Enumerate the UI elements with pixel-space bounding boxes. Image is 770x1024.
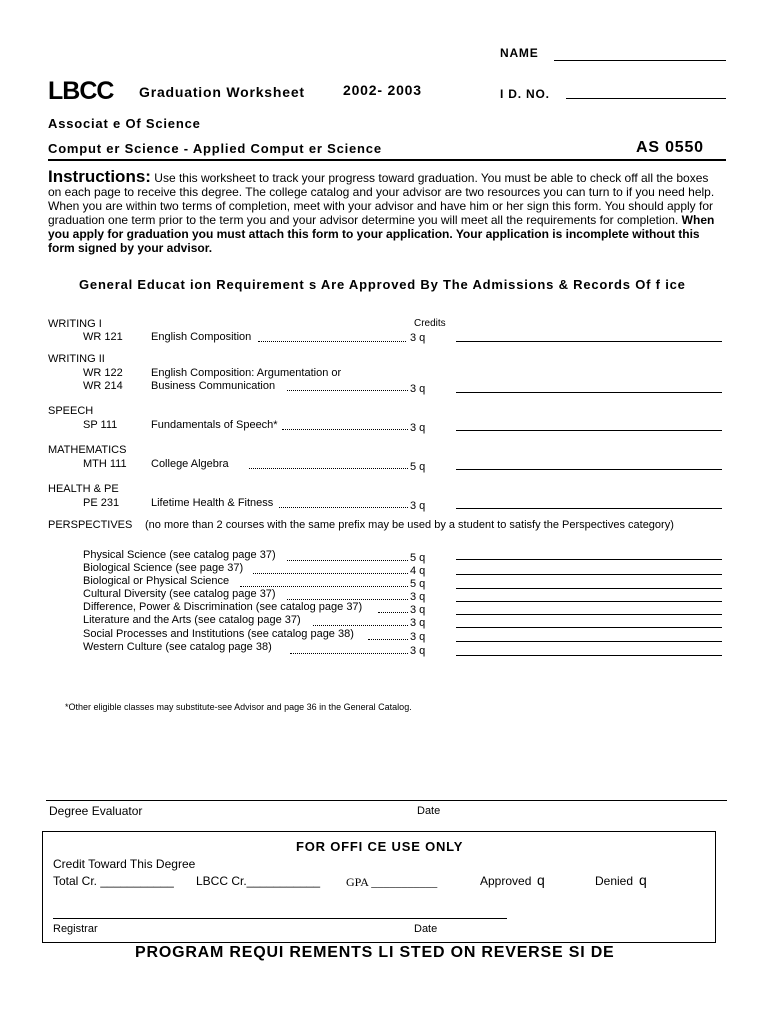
footer-note: PROGRAM REQUI REMENTS LI STED ON REVERSE SI DE [135, 944, 615, 961]
math-credits: 5 q [410, 461, 426, 473]
writing2-title: WRITING II [48, 353, 105, 365]
speech-entry-line[interactable] [456, 430, 722, 431]
perspective-entry-line[interactable] [456, 614, 722, 615]
perspective-entry-line[interactable] [456, 601, 722, 602]
health-credits: 3 q [410, 500, 426, 512]
perspective-credits: 3 q [410, 645, 426, 657]
perspective-credits: 3 q [410, 604, 426, 616]
approved-checkbox[interactable]: q [537, 872, 545, 888]
writing1-code: WR 121 [83, 331, 123, 343]
writing1-entry-line[interactable] [456, 341, 722, 342]
id-label: I D. NO. [500, 87, 550, 101]
perspective-label: Difference, Power & Discrimination (see catalog page 37) [83, 601, 363, 613]
perspective-entry-line[interactable] [456, 655, 722, 656]
instructions-body: Use this worksheet to track your progress toward graduation. You must be able to check off all the boxes on each page to receive this degree. The college catalog and your advisor are two resources you can turn to if you need help. When you are within two terms of completion, meet with your advisor and have him or her sign this form. You should apply for graduation one term prior to the term you and your advisor determine you will meet all the requirements for completion. [48, 171, 715, 227]
perspective-label: Western Culture (see catalog page 38) [83, 641, 272, 653]
writing1-credits: 3 q [410, 332, 426, 344]
health-title: HEALTH & PE [48, 483, 119, 495]
writing2-course2: Business Communication [151, 380, 276, 392]
perspectives-title: PERSPECTIVES [48, 519, 133, 531]
lbcc-credits-field[interactable]: LBCC Cr.___________ [196, 874, 321, 888]
math-code: MTH 111 [83, 458, 127, 470]
leader-dots [378, 612, 408, 613]
denied-checkbox[interactable]: q [639, 872, 647, 888]
gpa-field[interactable]: GPA ___________ [346, 875, 438, 889]
credit-toward-label: Credit Toward This Degree [53, 857, 196, 871]
speech-code: SP 111 [83, 419, 118, 431]
writing2-course1: English Composition: Argumentation or [151, 367, 342, 379]
perspective-label: Cultural Diversity (see catalog page 37) [83, 588, 276, 600]
registrar-date-label: Date [414, 923, 438, 935]
name-label: NAME [500, 46, 539, 60]
perspective-entry-line[interactable] [456, 574, 722, 575]
credits-header: Credits [414, 318, 446, 329]
approved-label: Approved [480, 874, 532, 888]
writing2-entry-line[interactable] [456, 392, 722, 393]
perspective-credits: 3 q [410, 631, 426, 643]
gen-ed-heading: General Educat ion Requirement s Are Approved By The Admissions & Records Of f ice [79, 277, 686, 292]
header-divider [48, 159, 726, 161]
name-field[interactable] [554, 60, 726, 61]
registrar-label: Registrar [53, 923, 98, 935]
perspective-label: Literature and the Arts (see catalog page 37) [83, 614, 301, 626]
total-credits-field[interactable]: Total Cr. ___________ [53, 874, 174, 888]
leader-dots [240, 586, 408, 587]
office-title: FOR OFFI CE USE ONLY [296, 839, 464, 854]
evaluator-date-label: Date [417, 805, 441, 817]
leader-dots [287, 599, 408, 600]
perspective-credits: 3 q [410, 617, 426, 629]
perspective-credits: 5 q [410, 578, 426, 590]
footnote: *Other eligible classes may substitute-see Advisor and page 36 in the General Catalog. [65, 702, 412, 712]
leader-dots [368, 639, 408, 640]
leader-dots [287, 390, 408, 391]
instructions-bold: When you apply for graduation you must attach this form to your application. Your application is incomplete without this form signed by your advisor. [48, 213, 715, 255]
evaluator-label: Degree Evaluator [49, 804, 143, 818]
id-field[interactable] [566, 98, 726, 99]
perspective-entry-line[interactable] [456, 588, 722, 589]
writing2-code1: WR 122 [83, 367, 123, 379]
writing1-course: English Composition [151, 331, 252, 343]
leader-dots [279, 507, 408, 508]
perspective-credits: 5 q [410, 552, 426, 564]
speech-course: Fundamentals of Speech* [151, 419, 278, 431]
program-title: Comput er Science - Applied Comput er Science [48, 141, 382, 156]
leader-dots [282, 429, 408, 430]
leader-dots [290, 653, 408, 654]
instructions [48, 167, 724, 255]
leader-dots [249, 468, 408, 469]
perspective-entry-line[interactable] [456, 641, 722, 642]
leader-dots [287, 560, 408, 561]
denied-label: Denied [595, 874, 634, 888]
perspective-entry-line[interactable] [456, 627, 722, 628]
health-entry-line[interactable] [456, 508, 722, 509]
program-code: AS 0550 [636, 139, 704, 156]
math-entry-line[interactable] [456, 469, 722, 470]
writing2-credits: 3 q [410, 383, 426, 395]
perspective-credits: 3 q [410, 591, 426, 603]
leader-dots [313, 625, 408, 626]
degree-title: Associat e Of Science [48, 116, 201, 131]
speech-title: SPEECH [48, 405, 94, 417]
leader-dots [253, 573, 408, 574]
perspective-entry-line[interactable] [456, 559, 722, 560]
perspective-label: Biological Science (see page 37) [83, 562, 244, 574]
health-code: PE 231 [83, 497, 120, 509]
perspective-label: Physical Science (see catalog page 37) [83, 549, 276, 561]
worksheet-title: Graduation Worksheet [139, 84, 305, 100]
health-course: Lifetime Health & Fitness [151, 497, 274, 509]
writing2-code2: WR 214 [83, 380, 123, 392]
math-title: MATHEMATICS [48, 444, 127, 456]
leader-dots [258, 341, 406, 342]
perspective-credits: 4 q [410, 565, 426, 577]
instructions-lead: Instructions: [48, 167, 151, 186]
writing1-title: WRITING I [48, 318, 102, 330]
perspectives-note: (no more than 2 courses with the same prefix may be used by a student to satisfy the Perspectives category) [145, 519, 674, 531]
perspective-label: Biological or Physical Science [83, 575, 230, 587]
registrar-signature-line[interactable] [53, 918, 507, 919]
evaluator-signature-line[interactable] [46, 800, 727, 801]
lbcc-logo: LBCC [48, 77, 114, 105]
academic-year: 2002- 2003 [343, 82, 422, 98]
speech-credits: 3 q [410, 422, 426, 434]
perspective-label: Social Processes and Institutions (see catalog page 38) [83, 628, 354, 640]
math-course: College Algebra [151, 458, 229, 470]
